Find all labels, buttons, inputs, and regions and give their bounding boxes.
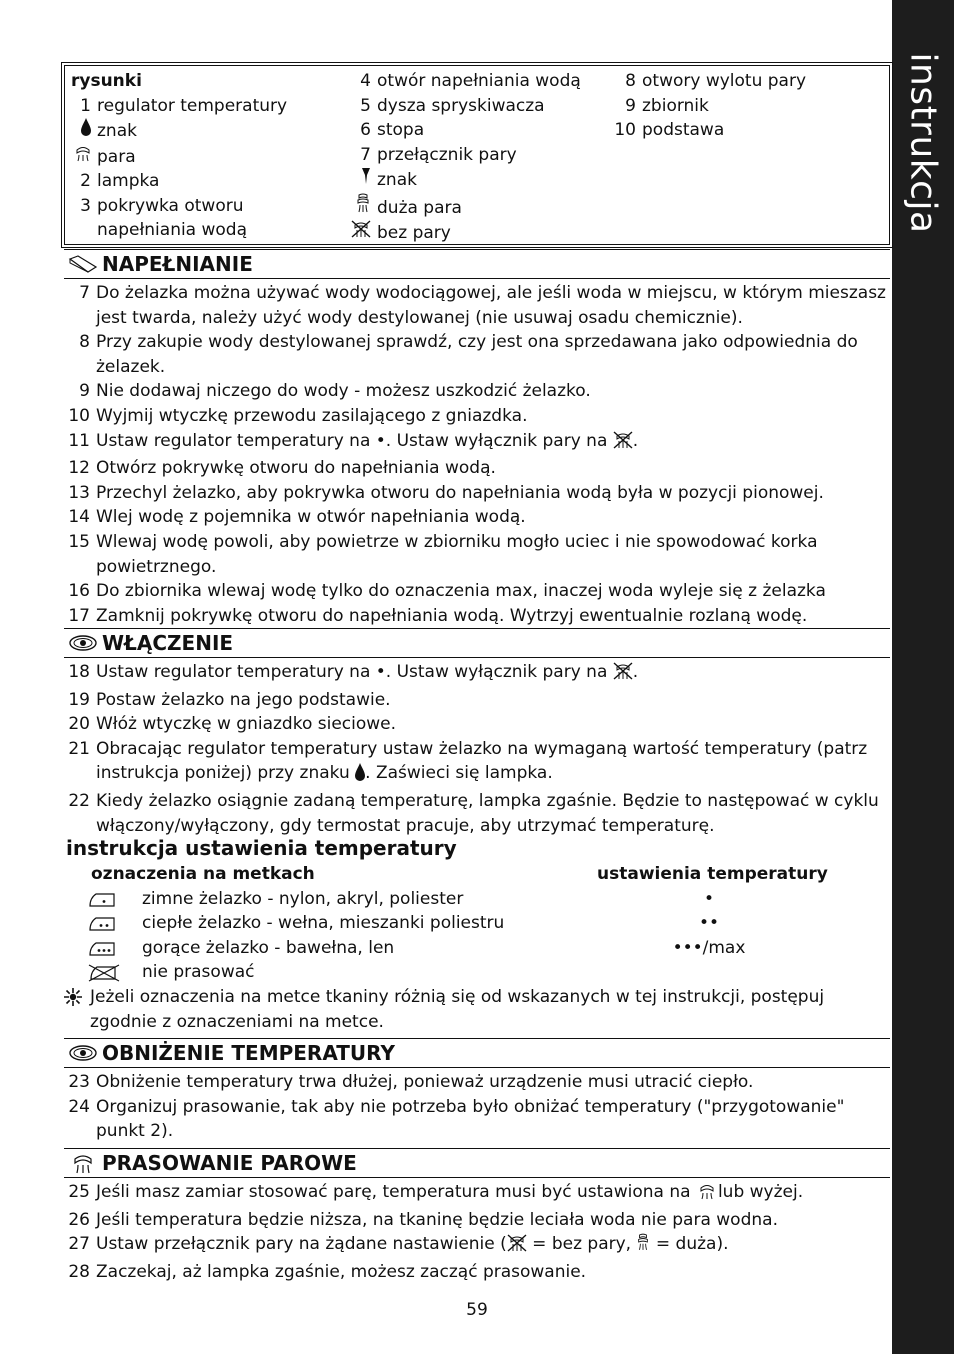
lowering-list (64, 1070, 890, 1144)
table-row: nie prasować (64, 960, 890, 985)
figure-item: 6 stopa (360, 120, 425, 140)
big-steam-icon (345, 193, 371, 221)
figures-col-2 (345, 69, 581, 246)
figures-heading: rysunki (71, 71, 142, 91)
temp-guide-table (64, 862, 890, 985)
no-steam-icon (613, 434, 633, 454)
list-item: 21 Obracając regulator temperatury ustaw żelazko na wymaganą wartość temperatury (patrz instrukcja poniżej) przy znaku . Zaświeci się lampka. (64, 737, 890, 789)
drop-icon (65, 118, 91, 144)
section-title: WŁĄCZENIE (102, 631, 234, 655)
figure-item: duża para (345, 193, 581, 221)
side-title: instrukcja (902, 52, 944, 234)
col-setting-header: ustawienia temperatury (597, 864, 828, 884)
drop-icon (355, 766, 365, 786)
figure-item: znak (345, 167, 581, 193)
list-item: 11 Ustaw regulator temperatury na •. Ustaw wyłącznik pary na . (64, 429, 890, 457)
section-header-lowering (64, 1038, 890, 1068)
figure-item: 10 podstawa (614, 120, 725, 140)
table-row: ciepłe żelazko - wełna, mieszanki poliestru •• (64, 911, 890, 936)
figure-item: 2 lampka (80, 171, 160, 191)
section-header-steam (64, 1148, 890, 1178)
list-item: 12 Otwórz pokrywkę otworu do napełniania wodą. (68, 458, 496, 479)
figure-item: 1 regulator temperatury (80, 95, 288, 116)
list-item: 18 Ustaw regulator temperatury na •. Ustaw wyłącznik pary na . (64, 660, 890, 688)
list-item: 17 Zamknij pokrywkę otworu do napełniania wodą. Wytrzyj ewentualnie rozlaną wodę. (68, 605, 808, 626)
no-steam-icon (345, 220, 371, 246)
sun-icon (64, 985, 90, 1034)
col-label-header: oznaczenia na metkach (91, 864, 315, 884)
eye-icon (64, 1044, 102, 1062)
list-item: 14 Wlej wodę z pojemnika w otwór napełniania wodą. (68, 507, 526, 528)
table-row: zimne żelazko - nylon, akryl, poliester • (64, 887, 890, 912)
list-item: 24 Organizuj prasowanie, tak aby nie potrzeba było obniżać temperatury ("przygotowanie" punkt 2). (68, 1096, 845, 1142)
list-item: 27 Ustaw przełącznik pary na żądane nastawienie ( = bez pary, = duża). (64, 1232, 890, 1260)
steam-icon (64, 1152, 102, 1174)
figure-item: 8 otwory wylotu pary (625, 71, 807, 91)
section-header-filling (64, 249, 890, 279)
list-item: 22 Kiedy żelazko osiągnie zadaną temperaturę, lampka zgaśnie. Będzie to następować w cyklu włączony/wyłączony, gdy termostat pracuje, aby utrzymać temperaturę. (68, 790, 879, 836)
figure-item: 4 otwór napełniania wodą (360, 71, 581, 91)
list-item: 15 Wlewaj wodę powoli, aby powietrze w zbiorniku mogło uciec i nie spowodować korka powietrznego. (68, 531, 818, 577)
list-item: 16 Do zbiornika wlewaj wodę tylko do oznaczenia max, inaczej woda wyleje się z żelazka (68, 581, 826, 602)
figures-col-1 (65, 69, 287, 243)
figure-item: 7 przełącznik pary (360, 144, 517, 165)
list-item: 8 Przy zakupie wody destylowanej sprawdź, czy jest ona sprzedawana jako odpowiednia do żelazek. (79, 332, 858, 377)
fill-jug-icon (64, 254, 102, 274)
marker-icon (345, 167, 371, 193)
table-header (64, 862, 890, 887)
list-item: 20 Włóż wtyczkę w gniazdko sieciowe. (68, 714, 397, 735)
list-item: 23 Obniżenie temperatury trwa dłużej, ponieważ urządzenie musi utracić ciepło. (68, 1072, 754, 1092)
list-item: 9 Nie dodawaj niczego do wody - możesz uszkodzić żelazko. (79, 381, 591, 402)
figure-item: bez pary (345, 220, 581, 246)
page-number: 59 (466, 1300, 488, 1320)
figure-item: 3 pokrywka otworu (80, 195, 244, 216)
steam-icon (65, 144, 91, 170)
no-steam-icon (613, 665, 633, 685)
list-item: 19 Postaw żelazko na jego podstawie. (68, 689, 391, 710)
list-item: 13 Przechyl żelazko, aby pokrywka otworu do napełniania wodą była w pozycji pionowej. (68, 482, 824, 503)
figure-item: znak (65, 118, 287, 144)
figures-col-3 (610, 69, 806, 143)
eye-icon (64, 634, 102, 652)
figure-item: napełniania wodą (97, 220, 248, 240)
figures-box (64, 65, 890, 245)
steam-icon (699, 1185, 715, 1205)
section-header-on (64, 628, 890, 658)
on-list (64, 660, 890, 838)
temp-guide-title: instrukcja ustawienia temperatury (66, 836, 457, 860)
section-title: PRASOWANIE PAROWE (102, 1151, 357, 1175)
figure-item: 9 zbiornik (625, 95, 709, 116)
list-item: 7 Do żelazka można używać wody wodociągowej, ale jeśli woda w miejscu, w którym mieszasz jest twarda, należy użyć wody destylowanej (nie usuwaj osadu chemicznie). (79, 283, 886, 328)
section-title: NAPEŁNIANIE (102, 252, 253, 276)
list-item: 26 Jeśli temperatura będzie niższa, na tkaninę będzie leciała woda nie para wodna. (68, 1209, 778, 1230)
section-title: OBNIŻENIE TEMPERATURY (102, 1041, 395, 1065)
filling-list (64, 281, 890, 628)
table-row: gorące żelazko - bawełna, len •••/max (64, 936, 890, 961)
list-item: 25 Jeśli masz zamiar stosować parę, temperatura musi być ustawiona na lub wyżej. (64, 1180, 890, 1208)
figure-item: 5 dysza spryskiwacza (360, 95, 545, 116)
steam-list (64, 1180, 890, 1284)
big-steam-icon (636, 1237, 650, 1257)
label-note: Jeżeli oznaczenia na metce tkaniny różnią się od wskazanych w tej instrukcji, postępuj zgodnie z oznaczeniami na metce. (64, 985, 890, 1034)
no-steam-icon (507, 1237, 527, 1257)
list-item: 10 Wyjmij wtyczkę przewodu zasilającego z gniazdka. (68, 405, 528, 426)
list-item: 28 Zaczekaj, aż lampka zgaśnie, możesz zacząć prasowanie. (68, 1261, 587, 1282)
figure-item: para (65, 144, 287, 170)
